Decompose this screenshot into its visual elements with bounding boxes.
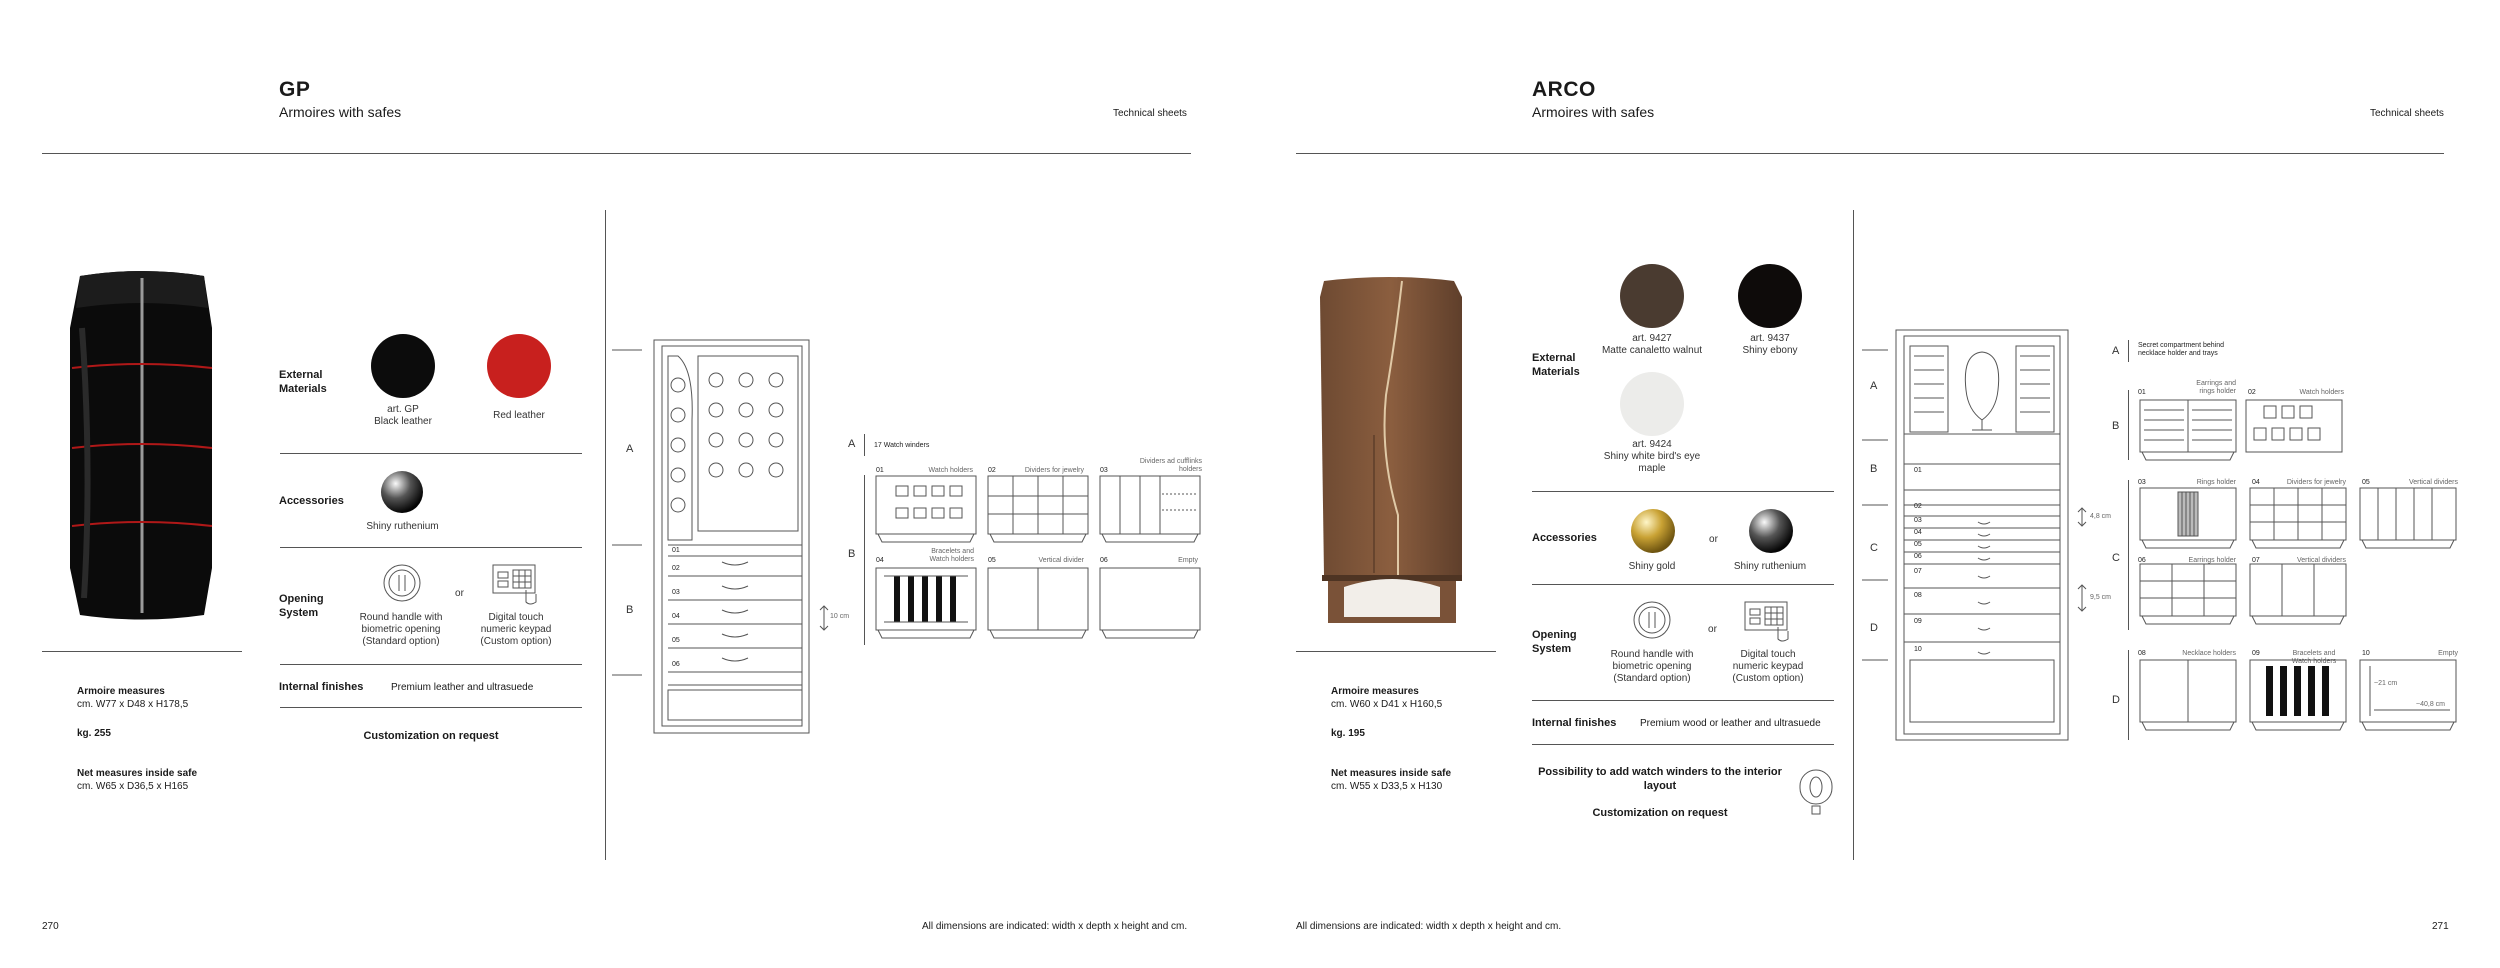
arco-drawer-08: 08 [1914, 592, 1922, 599]
walnut-swatch [1620, 264, 1684, 328]
ebony-swatch [1738, 264, 1802, 328]
arco-item-01-num: 01 [2138, 389, 2146, 396]
arco-item-06-label: Earrings holder [2188, 557, 2236, 564]
arco-drawer-02: 02 [1914, 503, 1922, 510]
right-page-number: 271 [2432, 921, 2449, 932]
gp-item-03-label: Dividers ad cufflinks holders [1139, 458, 1202, 473]
black-leather-caption: art. GP Black leather [374, 404, 432, 427]
arco-detail-D: D [2112, 694, 2120, 706]
left-accessories-label: Accessories [279, 495, 344, 507]
arco-drawer-05: 05 [1914, 541, 1922, 548]
arco-dim-2: 9,5 cm [2090, 594, 2112, 601]
right-net-label: Net measures inside safe [1331, 768, 1452, 779]
left-rule-4 [280, 707, 582, 708]
gp-interior-drawing [612, 340, 822, 735]
gp-drawer-02: 02 [672, 565, 680, 572]
arco-drawer-10: 10 [1914, 646, 1922, 653]
gp-item-04-num: 04 [876, 557, 884, 564]
arco-item-10-num: 10 [2362, 650, 2370, 657]
left-external-label: External Materials [279, 369, 327, 395]
arco-section-C: C [1870, 542, 1878, 554]
right-external-label: External Materials [1532, 352, 1580, 378]
arco-item-09-label: Bracelets and Watch holders [2291, 650, 2337, 665]
right-opening-label: Opening System [1532, 629, 1577, 655]
right-customization: Customization on request [1592, 807, 1728, 819]
right-accessory-or: or [1709, 534, 1718, 545]
gp-item-05-label: Vertical divider [1038, 557, 1084, 564]
right-opening-1: Round handle with biometric opening (Standard option) [1610, 649, 1694, 684]
gp-drawer-01: 01 [672, 547, 680, 554]
right-subtitle: Armoires with safes [1532, 104, 1655, 120]
gp-drawer-06: 06 [672, 661, 680, 668]
arco-drawer-04: 04 [1914, 529, 1922, 536]
right-measures-label: Armoire measures [1331, 686, 1419, 697]
left-header-rule [42, 153, 1191, 154]
gp-dim-label: 10 cm [830, 613, 850, 620]
arco-detail-C-bar [2128, 480, 2129, 630]
right-accessories-label: Accessories [1532, 532, 1597, 544]
right-column-divider [1853, 210, 1854, 860]
maple-swatch [1620, 372, 1684, 436]
gp-drawer-03: 03 [672, 589, 680, 596]
right-footer: All dimensions are indicated: width x depth x height and cm. [1296, 921, 1562, 932]
gp-section-B: B [626, 604, 634, 616]
gp-item-01-label: Watch holders [928, 467, 973, 474]
right-opening-2: Digital touch numeric keypad (Custom option) [1732, 649, 1804, 684]
arco-section-A: A [1870, 380, 1878, 392]
arco-item-04-label: Dividers for jewelry [2286, 479, 2346, 486]
left-measures-rule [42, 651, 242, 652]
gp-item-06-label: Empty [1178, 557, 1198, 564]
arco-dim-3: ~21 cm [2374, 680, 2398, 687]
left-page-number: 270 [42, 921, 59, 932]
arco-detail-B: B [2112, 420, 2120, 432]
arco-detail-drawings [2138, 398, 2460, 738]
gp-item-05-num: 05 [988, 557, 996, 564]
walnut-caption: art. 9427 Matte canaletto walnut [1601, 333, 1703, 356]
round-handle-icon [382, 563, 422, 603]
watch-winder-icon [1798, 768, 1834, 816]
arco-interior-drawing [1862, 330, 2072, 742]
arco-item-05-label: Vertical dividers [2408, 479, 2458, 486]
right-ruthenium-knob-icon [1748, 508, 1794, 554]
left-net-value: cm. W65 x D36,5 x H165 [77, 781, 189, 792]
black-leather-swatch [371, 334, 435, 398]
arco-detail-A-bar [2128, 340, 2129, 362]
arco-drawer-07: 07 [1914, 568, 1922, 575]
gp-item-02-label: Dividers for jewelry [1024, 467, 1084, 474]
left-internal-label: Internal finishes [279, 681, 364, 693]
right-header-rule [1296, 153, 2444, 154]
left-column-divider [605, 210, 606, 860]
gp-detail-A-bar [864, 434, 865, 456]
gp-armoire-image [62, 268, 222, 623]
arco-detail-B-bar [2128, 390, 2129, 460]
gp-item-01-num: 01 [876, 467, 884, 474]
arco-item-09-num: 09 [2252, 650, 2260, 657]
right-accessory-1: Shiny gold [1628, 561, 1676, 572]
ruthenium-knob-icon [380, 470, 424, 514]
arco-item-07-num: 07 [2252, 557, 2260, 564]
gp-drawer-04: 04 [672, 613, 680, 620]
gp-item-04-label: Bracelets and Watch holders [929, 548, 974, 563]
arco-detail-D-bar [2128, 650, 2129, 740]
right-internal-label: Internal finishes [1532, 717, 1617, 729]
ebony-caption: art. 9437 Shiny ebony [1742, 333, 1798, 356]
gold-knob-icon [1630, 508, 1676, 554]
arco-dim2-arrow-icon [2076, 583, 2090, 613]
gp-drawer-05: 05 [672, 637, 680, 644]
arco-dim-1: 4,8 cm [2090, 513, 2112, 520]
arco-detail-A-text: Secret compartment behind necklace holder and trays [2138, 342, 2224, 357]
right-net-value: cm. W55 x D33,5 x H130 [1331, 781, 1443, 792]
right-title: ARCO [1532, 78, 1596, 101]
numeric-keypad-icon [492, 564, 540, 606]
right-measures-value: cm. W60 x D41 x H160,5 [1331, 699, 1443, 710]
right-numeric-keypad-icon [1744, 601, 1792, 643]
left-rule-2 [280, 547, 582, 548]
gp-detail-A-text: 17 Watch winders [874, 442, 930, 449]
left-measures-value: cm. W77 x D48 x H178,5 [77, 699, 189, 710]
left-subtitle: Armoires with safes [279, 104, 402, 120]
right-accessory-2: Shiny ruthenium [1733, 561, 1807, 572]
gp-detail-A: A [848, 438, 856, 450]
left-opening-2: Digital touch numeric keypad (Custom option) [480, 612, 552, 647]
right-rule-3 [1532, 700, 1834, 701]
arco-drawer-09: 09 [1914, 618, 1922, 625]
arco-section-D: D [1870, 622, 1878, 634]
arco-drawer-06: 06 [1914, 553, 1922, 560]
red-leather-swatch [487, 334, 551, 398]
arco-item-05-num: 05 [2362, 479, 2370, 486]
gp-item-03-num: 03 [1100, 467, 1108, 474]
arco-item-03-label: Rings holder [2196, 479, 2236, 486]
left-opening-or: or [455, 588, 464, 599]
right-rule-4 [1532, 744, 1834, 745]
left-accessory-caption: Shiny ruthenium [366, 521, 439, 532]
right-rule-1 [1532, 491, 1834, 492]
arco-drawer-01: 01 [1914, 467, 1922, 474]
arco-item-01-label: Earrings and rings holder [2196, 380, 2236, 395]
right-weight: kg. 195 [1331, 728, 1365, 739]
left-net-label: Net measures inside safe [77, 768, 198, 779]
right-rule-2 [1532, 584, 1834, 585]
arco-armoire-image [1314, 275, 1474, 627]
arco-item-02-label: Watch holders [2299, 389, 2344, 396]
left-footer: All dimensions are indicated: width x depth x height and cm. [922, 921, 1188, 932]
left-internal-value: Premium leather and ultrasuede [391, 682, 534, 693]
right-winders: Possibility to add watch winders to the interior layout [1538, 766, 1782, 792]
right-internal-value: Premium wood or leather and ultrasuede [1640, 718, 1821, 729]
right-round-handle-icon [1632, 600, 1672, 640]
right-measures-rule [1296, 651, 1496, 652]
left-rule-1 [280, 453, 582, 454]
maple-caption: art. 9424 Shiny white bird's eye maple [1603, 439, 1701, 474]
right-tech-sheets: Technical sheets [2370, 108, 2444, 119]
left-tech-sheets: Technical sheets [1113, 108, 1187, 119]
gp-item-06-num: 06 [1100, 557, 1108, 564]
arco-detail-C: C [2112, 552, 2120, 564]
arco-detail-A: A [2112, 345, 2120, 357]
arco-item-06-num: 06 [2138, 557, 2146, 564]
arco-section-B: B [1870, 463, 1878, 475]
left-opening-1: Round handle with biometric opening (Standard option) [359, 612, 443, 647]
left-measures-label: Armoire measures [77, 686, 165, 697]
arco-item-04-num: 04 [2252, 479, 2260, 486]
left-weight: kg. 255 [77, 728, 111, 739]
left-customization: Customization on request [363, 730, 499, 742]
gp-detail-B: B [848, 548, 856, 560]
arco-dim1-arrow-icon [2076, 506, 2090, 528]
left-rule-3 [280, 664, 582, 665]
right-opening-or: or [1708, 624, 1717, 635]
arco-item-02-num: 02 [2248, 389, 2256, 396]
gp-detail-B-bar [864, 475, 865, 645]
left-title: GP [279, 78, 311, 101]
left-opening-label: Opening System [279, 593, 324, 619]
arco-item-08-num: 08 [2138, 650, 2146, 657]
gp-item-02-num: 02 [988, 467, 996, 474]
red-leather-caption: Red leather [493, 410, 545, 421]
arco-dim-4: ~40,8 cm [2416, 701, 2445, 708]
arco-item-03-num: 03 [2138, 479, 2146, 486]
gp-section-A: A [626, 443, 634, 455]
arco-item-08-label: Necklace holders [2182, 650, 2236, 657]
arco-drawer-03: 03 [1914, 517, 1922, 524]
arco-item-07-label: Vertical dividers [2296, 557, 2346, 564]
arco-item-10-label: Empty [2438, 650, 2458, 657]
